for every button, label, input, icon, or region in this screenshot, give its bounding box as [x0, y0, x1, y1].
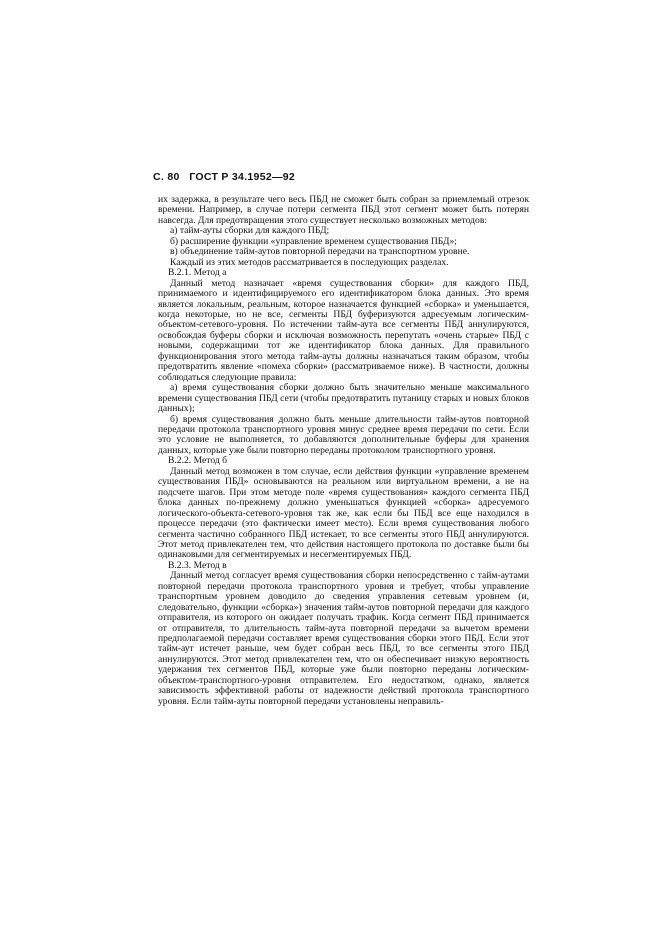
paragraph-method-b: Данный метод возможен в том случае, если действия функции «управление временем существования ПБД» основываются на реальном или виртуальном времени, а не на подсчете шагов. При этом методе поле «время существования» каждого сегмента ПБД блока данных по-прежнему должно уменьшаться функцией «сборка» адресуемого логического-объекта-сетевого-уровня так же, как если бы ПБД все еще находился в процессе передачи (это фактически имеет место). Если время существования любого сегмента частично собранного ПБД истекает, то все сегменты этого ПБД аннулируются. Этот метод привлекателен тем, что действия настоящего протокола по доставке были бы одинаковыми для сегментируемых и несегментируемых ПБД.: [158, 465, 529, 561]
section-heading-b23: В.2.3. Метод в: [168, 559, 227, 571]
paragraph-rule-a: а) время существования сборки должно быть значительно меньше максимального времени существования ПБД сети (чтобы предотвратить путаницу старых и новых блоков данных);: [158, 382, 529, 415]
section-heading-b21: В.2.1. Метод а: [168, 267, 227, 279]
section-heading-b22: В.2.2. Метод б: [168, 455, 227, 467]
page-number: С. 80: [153, 171, 180, 183]
paragraph-rule-b: б) время существования должно быть меньше длительности тайм-аутов повторной передачи протокола транспортного уровня минус среднее время передачи по сети. Если это условие не выполняется, то добавляются дополнительные буферы для хранения данных, которые уже были повторно переданы протоколом транспортного уровня.: [158, 413, 529, 456]
paragraph-method-a: Данный метод назначает «время существования сборки» для каждого ПБД, принимаемого и идентифицируемого его идентификатором блока данных. Это время является локальным, реальным, которое назначается функцией «сборка» и уменьшается, когда некоторые, но не все, сегменты ПБД буферизуются адресуемым логическим-объектом-сетевого-уровня. По истечении тайм-аута все сегменты ПБД аннулируются, освобождая буферы сборки и исключая возможность перепутать «очень старые» ПБД с новыми, содержащими тот же идентификатор блока данных. Для правильного функционирования этого метода тайм-ауты должны назначаться таким образом, чтобы предотвратить явление «помеха сборки» (рассматриваемое ниже). В частности, должны соблюдаться следующие правила:: [158, 277, 529, 383]
list-item-b: б) расширение функции «управление временем существования ПБД»;: [170, 235, 457, 247]
paragraph-methods-note: Каждый из этих методов рассматривается в последующих разделах.: [170, 256, 449, 268]
paragraph-method-c: Данный метод согласует время существования сборки непосредственно с тайм-аутами повторной передачи протокола транспортного уровня и требует, чтобы управление транспортным уровнем доводило до сведения управления сетевым уровнем (и, следовательно, функции «сборка») значения тайм-аутов повторной передачи для каждого отправителя, из которого он ожидает получать трафик. Когда сегмент ПБД принимается от отправителя, то длительность тайм-аута повторной передачи за вычетом времени предполагаемой передачи составляет время существования сборки этого ПБД. Если этот тайм-аут истечет раньше, чем будет собран весь ПБД, то все сегменты этого ПБД аннулируются. Этот метод привлекателен тем, что он обеспечивает низкую вероятность удержания тех сегментов ПБД, которые уже были повторно переданы логическим-объектом-транспортного-уровня отправителем. Его недостатком, однако, является зависимость эффективной работы от надежности действий протокола транспортного уровня. Если тайм-ауты повторной передачи установлены неправиль-: [158, 570, 529, 707]
document-body: [158, 195, 529, 707]
list-item-c: в) объединение тайм-аутов повторной передачи на транспортном уровне.: [170, 246, 470, 258]
list-item-a: а) тайм-ауты сборки для каждого ПБД;: [170, 225, 330, 237]
paragraph-intro: их задержка, в результате чего весь ПБД не сможет быть собран за приемлемый отрезок времени. Например, в случае потери сегмента ПБД этот сегмент может быть потерян навсегда. Для предотвращения этого существует несколько возможных методов:: [158, 194, 529, 226]
standard-title: ГОСТ Р 34.1952—92: [189, 171, 296, 183]
page-header: [153, 171, 295, 183]
